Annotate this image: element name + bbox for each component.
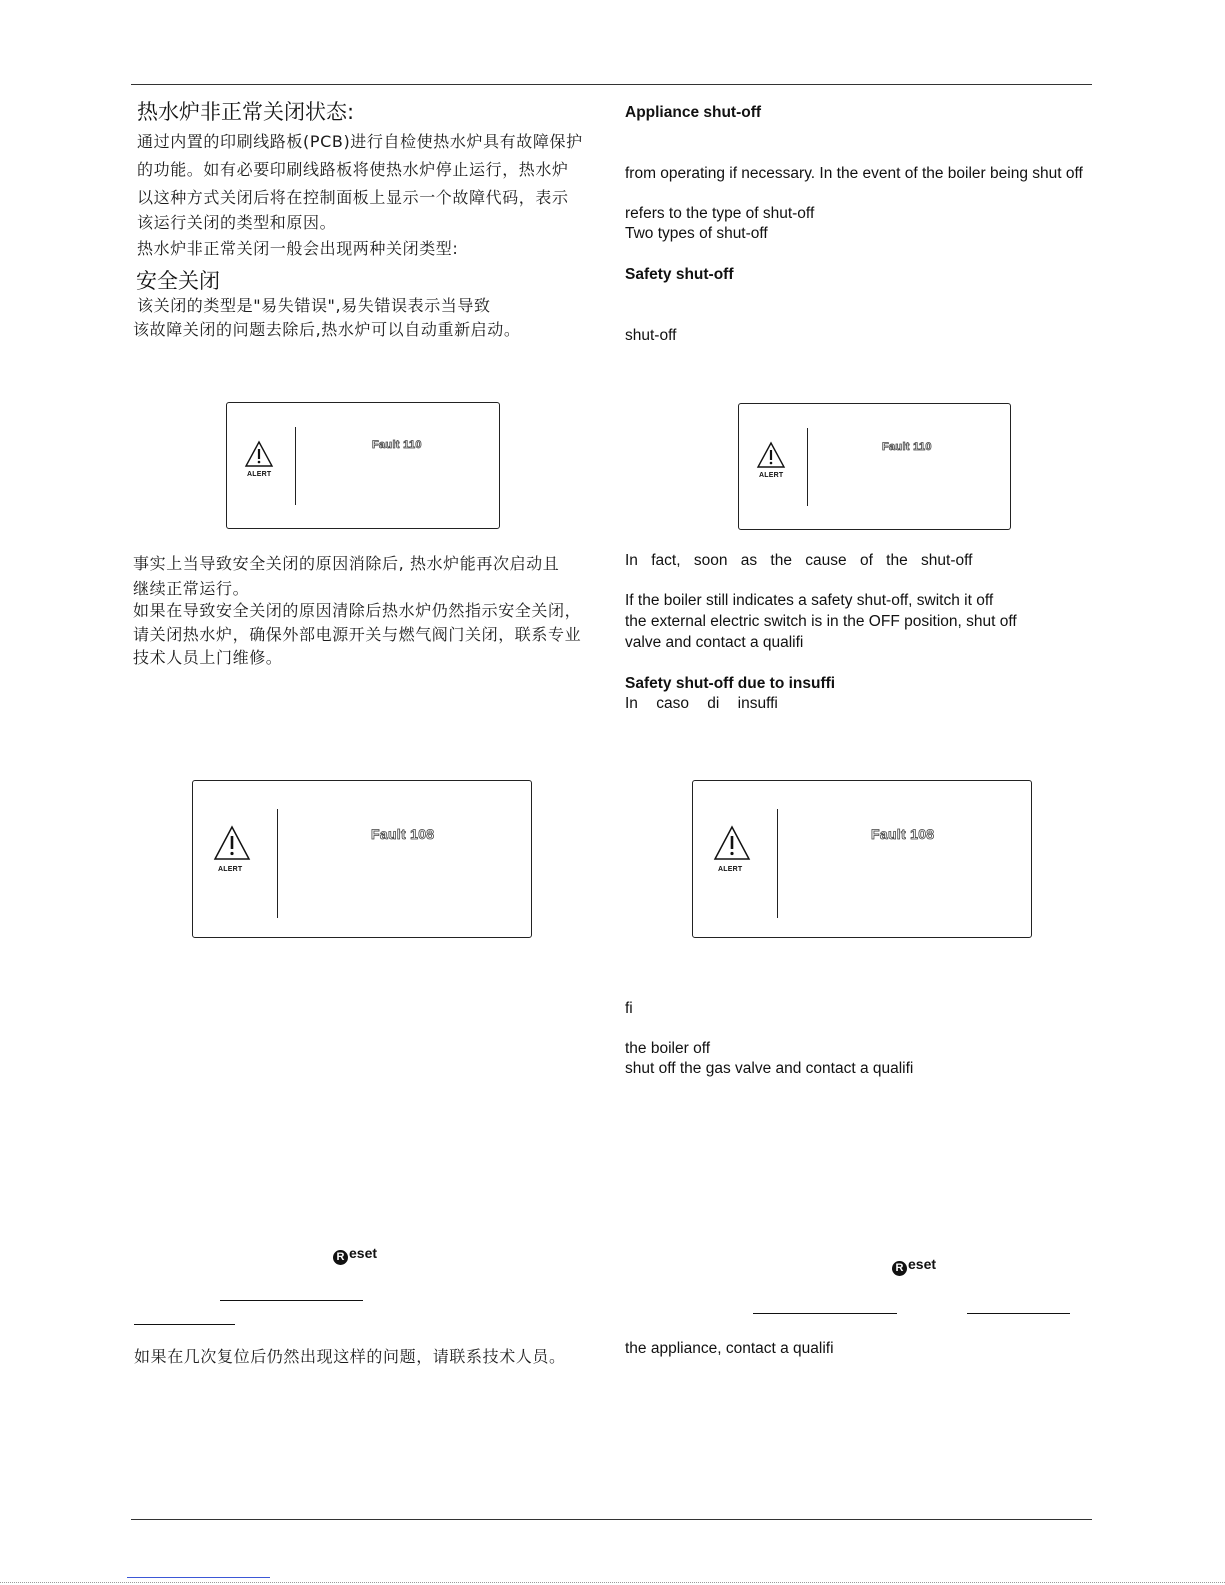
paragraph-line: 的功能。如有必要印刷线路板将使热水炉停止运行，热水炉 [137,160,569,179]
warning-triangle-icon [713,825,751,861]
paragraph-line: 热水炉非正常关闭一般会出现两种关闭类型: [137,239,459,258]
paragraph-line: fi [625,1000,633,1017]
heading-safety-shutoff: Safety shut-off [625,266,734,283]
alert-divider [295,427,296,505]
alert-panel-fault-110-en [738,403,1011,530]
bottom-rule [131,1519,1092,1520]
paragraph-line: 该故障关闭的问题去除后,热水炉可以自动重新启动。 [133,320,521,339]
alert-label: ALERT [718,866,743,873]
paragraph-line: shut-off [625,327,677,344]
paragraph-line: 技术人员上门维修。 [133,648,283,667]
reset-label-zh: R eset [333,1245,377,1265]
paragraph-line: 如果在几次复位后仍然出现这样的问题，请联系技术人员。 [134,1347,566,1366]
heading-safety-shutoff-zh: 安全关闭 [136,269,220,293]
heading-safety-shutoff-insufficient: Safety shut-off due to insuffi [625,675,836,692]
paragraph-line: valve and contact a qualifi [625,634,804,651]
alert-divider [277,809,278,918]
alert-label: ALERT [218,866,243,873]
paragraph-line: If the boiler still indicates a safety shut-off, switch it off [625,592,994,609]
alert-panel-fault-108-en [692,780,1032,938]
fault-code: Fault 110 [372,439,422,451]
warning-triangle-icon [213,825,251,861]
paragraph-line: 请关闭热水炉，确保外部电源开关与燃气阀门关闭，联系专业 [133,625,582,644]
paragraph-line: 如果在导致安全关闭的原因清除后热水炉仍然指示安全关闭， [133,601,582,620]
alert-panel-fault-108-zh [192,780,532,938]
reset-r-icon: R [333,1250,348,1265]
fault-code: Fault 108 [371,826,435,842]
alert-label: ALERT [247,471,272,478]
paragraph-line: shut off the gas valve and contact a qualifi [625,1060,914,1077]
paragraph-line: 该运行关闭的类型和原因。 [137,213,337,232]
underline-blank [967,1313,1070,1314]
fault-code: Fault 110 [882,441,932,453]
heading-abnormal-shutoff-zh: 热水炉非正常关闭状态: [137,100,355,124]
paragraph-line: 事实上当导致安全关闭的原因消除后, 热水炉能再次启动且 [133,554,560,573]
page-edge-dotted-line [0,1582,1225,1583]
paragraph-line: 通过内置的印刷线路板(PCB)进行自检使热水炉具有故障保护 [137,132,583,151]
paragraph-line: Two types of shut-off [625,225,768,242]
underline-blank [753,1313,897,1314]
reset-label-en: R eset [892,1256,936,1276]
warning-triangle-icon [244,440,274,468]
underline-blank [220,1300,363,1301]
paragraph-line: In fact, soon as the cause of the shut-off [625,552,973,569]
paragraph-line: 该关闭的类型是"易失错误",易失错误表示当导致 [137,296,491,315]
paragraph-line: 继续正常运行。 [133,579,250,598]
alert-panel-fault-110-zh [226,402,500,529]
top-rule [131,84,1092,85]
alert-label: ALERT [759,472,784,479]
paragraph-line: In caso di insuffi [625,695,778,712]
reset-r-icon: R [892,1261,907,1276]
paragraph-line: from operating if necessary. In the event of the boiler being shut off [625,165,1083,182]
alert-divider [777,809,778,918]
paragraph-line: the appliance, contact a qualifi [625,1340,834,1357]
paragraph-line: the external electric switch is in the OFF position, shut off [625,613,1017,630]
fault-code: Fault 108 [871,826,935,842]
paragraph-line: the boiler off [625,1040,711,1057]
underline-blank [134,1324,235,1325]
link-underline [127,1577,270,1578]
alert-divider [807,428,808,506]
heading-appliance-shutoff: Appliance shut-off [625,104,762,121]
warning-triangle-icon [756,441,786,469]
paragraph-line: 以这种方式关闭后将在控制面板上显示一个故障代码，表示 [137,188,569,207]
paragraph-line: refers to the type of shut-off [625,205,815,222]
